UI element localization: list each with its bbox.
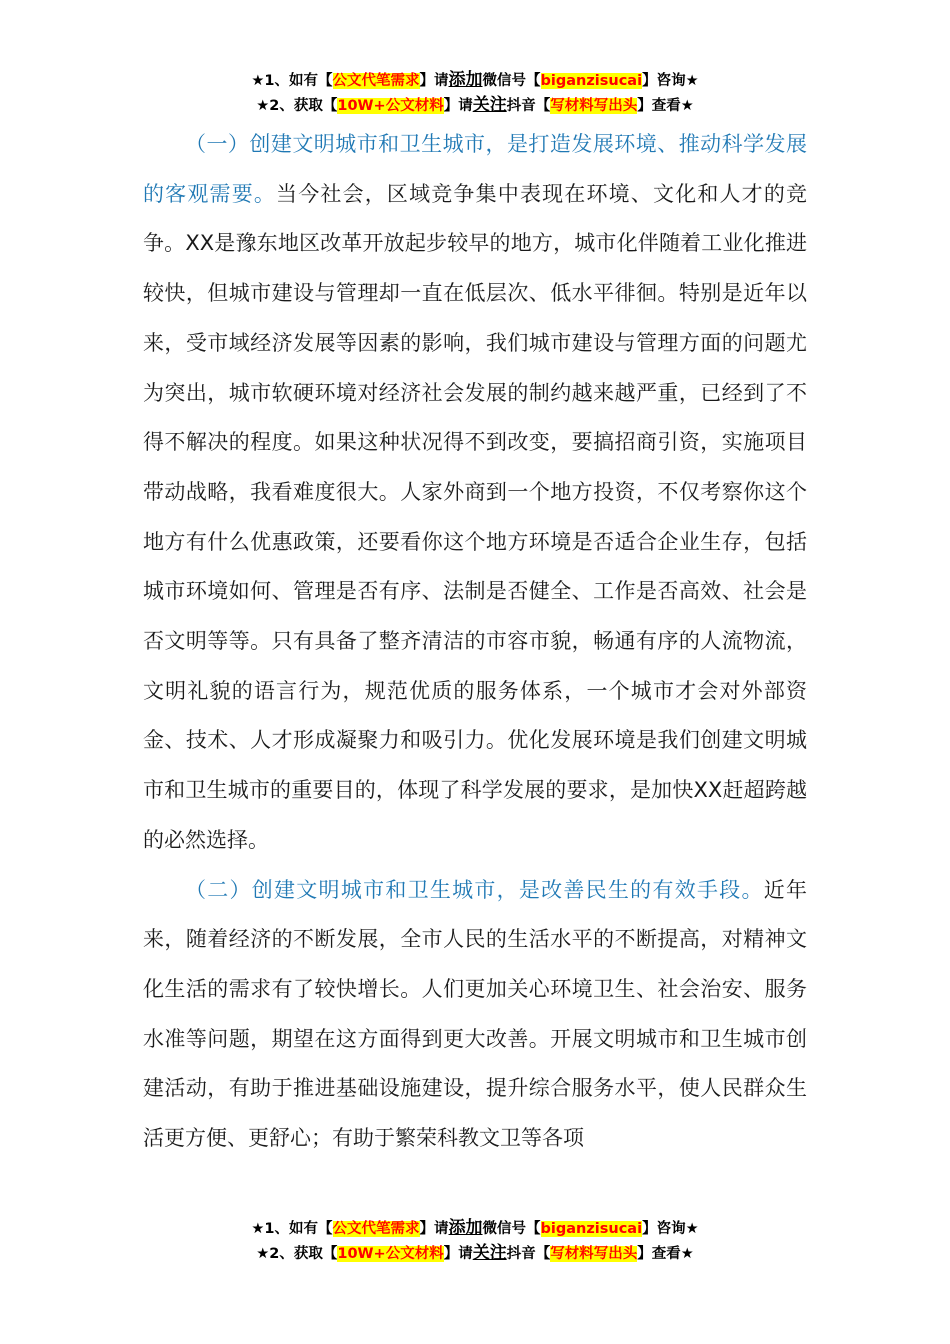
banner-highlight: 写材料写出头 [550,1246,638,1262]
banner-text: 微信号【 [482,1221,541,1237]
paragraph-1 [143,120,807,866]
banner-text: ★2、获取【 [256,1246,338,1262]
banner-highlight: 10W+公文材料 [337,98,444,114]
banner-text: 抖音【 [506,98,551,114]
banner-text: ★1、如有【 [251,73,333,89]
banner-text: ★1、如有【 [251,1221,333,1237]
banner-text: 】查看★ [637,1246,694,1262]
banner-emphasis: 关注 [472,95,507,115]
banner-text: 】咨询★ [642,73,699,89]
banner-highlight: 10W+公文材料 [337,1246,444,1262]
banner-highlight: biganzisucai [540,73,643,89]
paragraph-text: 近年来，随着经济的不断发展，全市人民的生活水平的不断提高，对精神文化生活的需求有了较快增长。人们更加关心环境卫生、社会治安、服务水准等问题，期望在这方面得到更大改善。开展文明城市和卫生城市创建活动，有助于推进基础设施建设，提升综合服务水平，使人民群众生活更方便、更舒心；有助于繁荣科教文卫等各项 [143,877,808,1151]
banner-line-1 [0,1216,950,1241]
banner-highlight: 公文代笔需求 [332,1221,420,1237]
banner-line-1 [0,68,950,93]
banner-line-2 [0,1241,950,1266]
banner-text: 】咨询★ [642,1221,699,1237]
banner-line-2 [0,93,950,118]
paragraph-text: 当今社会，区域竞争集中表现在环境、文化和人才的竞争。XX是豫东地区改革开放起步较早的地方，城市化伴随着工业化推进较快，但城市建设与管理却一直在低层次、低水平徘徊。特别是近年以来，受市域经济发展等因素的影响，我们城市建设与管理方面的问题尤为突出，城市软硬环境对经济社会发展的制约越来越严重，已经到了不得不解决的程度。如果这种状况得不到改变，要搞招商引资，实施项目带动战略，我看难度很大。人家外商到一个地方投资，不仅考察你这个地方有什么优惠政策，还要看你这个地方环境是否适合企业生存，包括城市环境如何、管理是否有序、法制是否健全、工作是否高效、社会是否文明等等。只有具备了整齐清洁的市容市貌，畅通有序的人流物流，文明礼貌的语言行为，规范优质的服务体系，一个城市才会对外部资金、技术、人才形成凝聚力和吸引力。优化发展环境是我们创建文明城市和卫生城市的重要目的，体现了科学发展的要求，是加快XX赶超跨越的必然选择。 [143,181,808,852]
banner-text: 】请 [419,1221,449,1237]
banner-text: 】请 [419,73,449,89]
banner-text: 抖音【 [506,1246,551,1262]
document-body [143,120,807,1164]
paragraph-heading: （二）创建文明城市和卫生城市，是改善民生的有效手段。 [185,877,764,902]
paragraph-heading: （一）创建文明城市和卫生城市，是打造发展环境、推动科学发展的客观需要。 [143,132,807,206]
banner-emphasis: 添加 [448,70,483,90]
footer-banner [0,1216,950,1266]
banner-emphasis: 关注 [472,1243,507,1263]
banner-text: 】请 [443,1246,473,1262]
banner-highlight: biganzisucai [540,1221,643,1237]
banner-emphasis: 添加 [448,1218,483,1238]
banner-text: 】请 [443,98,473,114]
banner-text: 】查看★ [637,98,694,114]
banner-highlight: 公文代笔需求 [332,73,420,89]
banner-text: 微信号【 [482,73,541,89]
banner-highlight: 写材料写出头 [550,98,638,114]
paragraph-2 [143,866,807,1164]
banner-text: ★2、获取【 [256,98,338,114]
header-banner [0,68,950,118]
